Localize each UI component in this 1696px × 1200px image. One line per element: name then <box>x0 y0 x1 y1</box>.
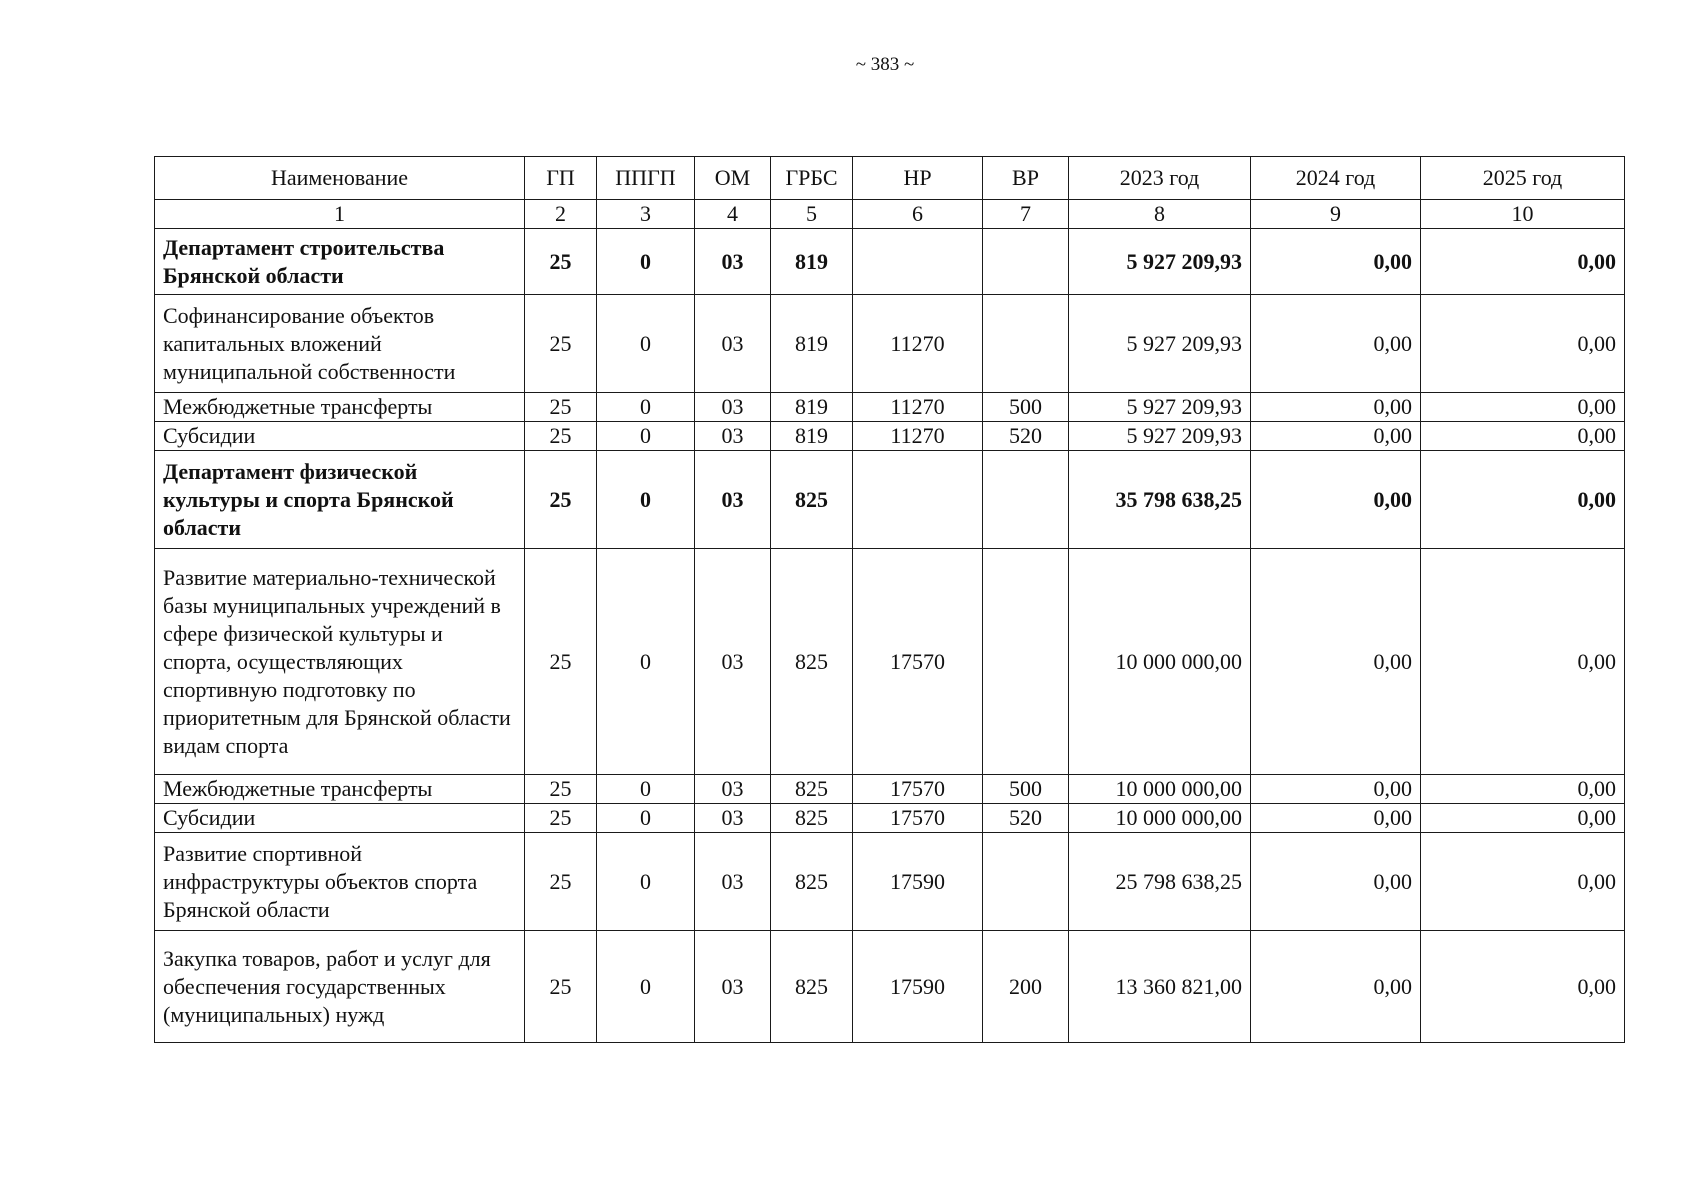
cell-vr: 520 <box>983 804 1069 833</box>
budget-table <box>154 156 1625 1043</box>
table-row <box>155 229 1625 295</box>
cell-ppgp: 0 <box>597 775 695 804</box>
row-name: Департамент строительства Брянской области <box>155 229 525 295</box>
cell-ppgp: 0 <box>597 804 695 833</box>
column-header-grbs: ГРБС <box>771 157 853 200</box>
cell-2023: 10 000 000,00 <box>1069 549 1251 775</box>
cell-vr <box>983 229 1069 295</box>
cell-om: 03 <box>695 549 771 775</box>
cell-2025: 0,00 <box>1421 775 1625 804</box>
cell-2025: 0,00 <box>1421 833 1625 931</box>
cell-2024: 0,00 <box>1251 804 1421 833</box>
cell-2023: 35 798 638,25 <box>1069 451 1251 549</box>
cell-2023: 25 798 638,25 <box>1069 833 1251 931</box>
table-row <box>155 422 1625 451</box>
row-name: Межбюджетные трансферты <box>155 775 525 804</box>
cell-2024: 0,00 <box>1251 451 1421 549</box>
cell-om: 03 <box>695 804 771 833</box>
cell-nr <box>853 229 983 295</box>
cell-2025: 0,00 <box>1421 451 1625 549</box>
cell-2025: 0,00 <box>1421 931 1625 1043</box>
column-number: 8 <box>1069 200 1251 229</box>
column-number: 10 <box>1421 200 1625 229</box>
cell-gp: 25 <box>525 775 597 804</box>
cell-gp: 25 <box>525 833 597 931</box>
cell-2025: 0,00 <box>1421 422 1625 451</box>
row-name: Софинансирование объектов капитальных вложений муниципальной собственности <box>155 295 525 393</box>
row-name: Развитие материально-технической базы муниципальных учреждений в сфере физической культуры и спорта, осуществляющих спортивную подготовку по приоритетным для Брянской области видам спорта <box>155 549 525 775</box>
cell-grbs: 825 <box>771 931 853 1043</box>
cell-ppgp: 0 <box>597 393 695 422</box>
cell-2024: 0,00 <box>1251 931 1421 1043</box>
column-number: 2 <box>525 200 597 229</box>
table-row <box>155 549 1625 775</box>
row-name: Департамент физической культуры и спорта Брянской области <box>155 451 525 549</box>
cell-2023: 5 927 209,93 <box>1069 422 1251 451</box>
cell-ppgp: 0 <box>597 833 695 931</box>
column-number: 9 <box>1251 200 1421 229</box>
cell-2025: 0,00 <box>1421 804 1625 833</box>
cell-2025: 0,00 <box>1421 549 1625 775</box>
cell-ppgp: 0 <box>597 422 695 451</box>
cell-grbs: 819 <box>771 229 853 295</box>
cell-2025: 0,00 <box>1421 295 1625 393</box>
cell-ppgp: 0 <box>597 229 695 295</box>
cell-om: 03 <box>695 931 771 1043</box>
column-header-nr: НР <box>853 157 983 200</box>
cell-ppgp: 0 <box>597 549 695 775</box>
table-row <box>155 931 1625 1043</box>
cell-2023: 5 927 209,93 <box>1069 229 1251 295</box>
row-name: Закупка товаров, работ и услуг для обеспечения государственных (муниципальных) нужд <box>155 931 525 1043</box>
column-number: 1 <box>155 200 525 229</box>
cell-om: 03 <box>695 229 771 295</box>
header-row <box>155 157 1625 200</box>
cell-gp: 25 <box>525 229 597 295</box>
cell-nr: 17570 <box>853 549 983 775</box>
cell-ppgp: 0 <box>597 451 695 549</box>
cell-vr: 500 <box>983 393 1069 422</box>
cell-2024: 0,00 <box>1251 422 1421 451</box>
column-header-om: ОМ <box>695 157 771 200</box>
column-header-name: Наименование <box>155 157 525 200</box>
column-header-2025: 2025 год <box>1421 157 1625 200</box>
cell-gp: 25 <box>525 451 597 549</box>
cell-vr: 500 <box>983 775 1069 804</box>
table-row <box>155 804 1625 833</box>
cell-2025: 0,00 <box>1421 393 1625 422</box>
cell-2024: 0,00 <box>1251 229 1421 295</box>
table-row <box>155 451 1625 549</box>
cell-grbs: 825 <box>771 775 853 804</box>
cell-om: 03 <box>695 775 771 804</box>
cell-nr: 17570 <box>853 804 983 833</box>
cell-2023: 10 000 000,00 <box>1069 804 1251 833</box>
cell-vr <box>983 295 1069 393</box>
cell-om: 03 <box>695 422 771 451</box>
column-header-2024: 2024 год <box>1251 157 1421 200</box>
cell-vr <box>983 833 1069 931</box>
column-number: 6 <box>853 200 983 229</box>
cell-grbs: 825 <box>771 804 853 833</box>
cell-om: 03 <box>695 451 771 549</box>
cell-ppgp: 0 <box>597 931 695 1043</box>
column-number: 5 <box>771 200 853 229</box>
cell-nr: 17590 <box>853 931 983 1043</box>
cell-2025: 0,00 <box>1421 229 1625 295</box>
cell-2024: 0,00 <box>1251 295 1421 393</box>
row-name: Субсидии <box>155 804 525 833</box>
cell-grbs: 825 <box>771 451 853 549</box>
table-row <box>155 833 1625 931</box>
cell-nr: 17570 <box>853 775 983 804</box>
cell-2024: 0,00 <box>1251 549 1421 775</box>
page-number: ~ 383 ~ <box>855 54 915 75</box>
cell-2024: 0,00 <box>1251 393 1421 422</box>
column-header-ppgp: ППГП <box>597 157 695 200</box>
table-row <box>155 295 1625 393</box>
cell-2023: 13 360 821,00 <box>1069 931 1251 1043</box>
cell-ppgp: 0 <box>597 295 695 393</box>
row-name: Субсидии <box>155 422 525 451</box>
cell-vr <box>983 549 1069 775</box>
table-row <box>155 775 1625 804</box>
cell-om: 03 <box>695 295 771 393</box>
cell-2024: 0,00 <box>1251 833 1421 931</box>
column-header-2023: 2023 год <box>1069 157 1251 200</box>
cell-nr: 11270 <box>853 295 983 393</box>
cell-grbs: 825 <box>771 833 853 931</box>
cell-om: 03 <box>695 393 771 422</box>
cell-2024: 0,00 <box>1251 775 1421 804</box>
cell-grbs: 819 <box>771 393 853 422</box>
cell-vr <box>983 451 1069 549</box>
cell-nr: 11270 <box>853 422 983 451</box>
cell-vr: 200 <box>983 931 1069 1043</box>
table-row <box>155 393 1625 422</box>
cell-2023: 5 927 209,93 <box>1069 393 1251 422</box>
column-header-vr: ВР <box>983 157 1069 200</box>
column-number: 3 <box>597 200 695 229</box>
row-name: Межбюджетные трансферты <box>155 393 525 422</box>
column-header-gp: ГП <box>525 157 597 200</box>
cell-2023: 5 927 209,93 <box>1069 295 1251 393</box>
cell-vr: 520 <box>983 422 1069 451</box>
cell-gp: 25 <box>525 422 597 451</box>
cell-grbs: 825 <box>771 549 853 775</box>
cell-gp: 25 <box>525 295 597 393</box>
cell-gp: 25 <box>525 549 597 775</box>
cell-2023: 10 000 000,00 <box>1069 775 1251 804</box>
cell-grbs: 819 <box>771 295 853 393</box>
cell-om: 03 <box>695 833 771 931</box>
cell-nr: 17590 <box>853 833 983 931</box>
row-name: Развитие спортивной инфраструктуры объектов спорта Брянской области <box>155 833 525 931</box>
column-number: 7 <box>983 200 1069 229</box>
cell-gp: 25 <box>525 804 597 833</box>
cell-nr: 11270 <box>853 393 983 422</box>
cell-gp: 25 <box>525 931 597 1043</box>
cell-grbs: 819 <box>771 422 853 451</box>
column-number: 4 <box>695 200 771 229</box>
column-number-row <box>155 200 1625 229</box>
cell-nr <box>853 451 983 549</box>
cell-gp: 25 <box>525 393 597 422</box>
